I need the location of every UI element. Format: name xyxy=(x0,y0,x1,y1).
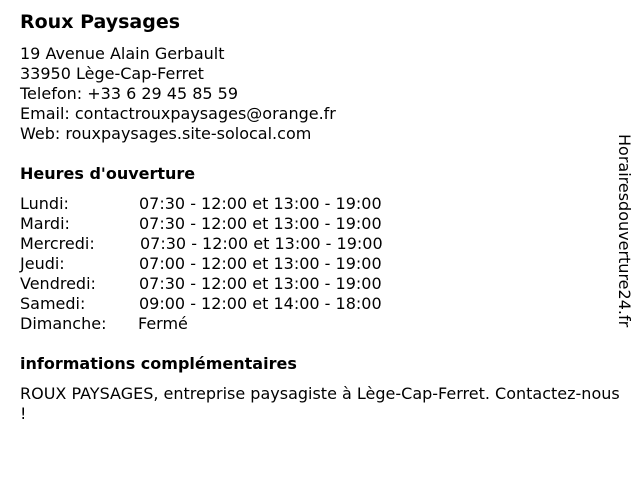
hours-row xyxy=(20,194,440,214)
time-range: 07:30 - 12:00 et 13:00 - 19:00 xyxy=(139,274,382,293)
hours-row xyxy=(20,234,440,254)
hours-row xyxy=(20,274,440,294)
hours-row xyxy=(20,314,440,334)
contact-block xyxy=(20,44,336,144)
day-label: Mardi: xyxy=(20,214,70,233)
time-range: 09:00 - 12:00 et 14:00 - 18:00 xyxy=(139,294,382,313)
day-label: Dimanche: xyxy=(20,314,107,333)
opening-hours-table xyxy=(20,194,440,334)
hours-row xyxy=(20,214,440,234)
day-label: Lundi: xyxy=(20,194,69,213)
time-range: 07:30 - 12:00 et 13:00 - 19:00 xyxy=(139,194,382,213)
time-range: 07:30 - 12:00 et 13:00 - 19:00 xyxy=(140,234,383,253)
hours-row xyxy=(20,294,440,314)
address-city: 33950 Lège-Cap-Ferret xyxy=(20,64,204,83)
time-range: Fermé xyxy=(138,314,188,333)
hours-heading: Heures d'ouverture xyxy=(20,164,196,183)
site-watermark: Horairesdouverture24.fr xyxy=(615,134,634,328)
day-label: Samedi: xyxy=(20,294,86,313)
day-label: Mercredi: xyxy=(20,234,95,253)
business-name: Roux Paysages xyxy=(20,11,181,33)
website-line: Web: rouxpaysages.site-solocal.com xyxy=(20,124,312,143)
day-label: Jeudi: xyxy=(20,254,65,273)
email-line: Email: contactrouxpaysages@orange.fr xyxy=(20,104,336,123)
time-range: 07:30 - 12:00 et 13:00 - 19:00 xyxy=(139,214,382,233)
phone-line: Telefon: +33 6 29 45 85 59 xyxy=(20,84,239,103)
info-heading: informations complémentaires xyxy=(20,354,297,373)
day-label: Vendredi: xyxy=(20,274,96,293)
info-description: ROUX PAYSAGES, entreprise paysagiste à Lège-Cap-Ferret. Contactez-nous ! xyxy=(20,384,620,423)
time-range: 07:00 - 12:00 et 13:00 - 19:00 xyxy=(139,254,382,273)
hours-row xyxy=(20,254,440,274)
address-street: 19 Avenue Alain Gerbault xyxy=(20,44,225,63)
